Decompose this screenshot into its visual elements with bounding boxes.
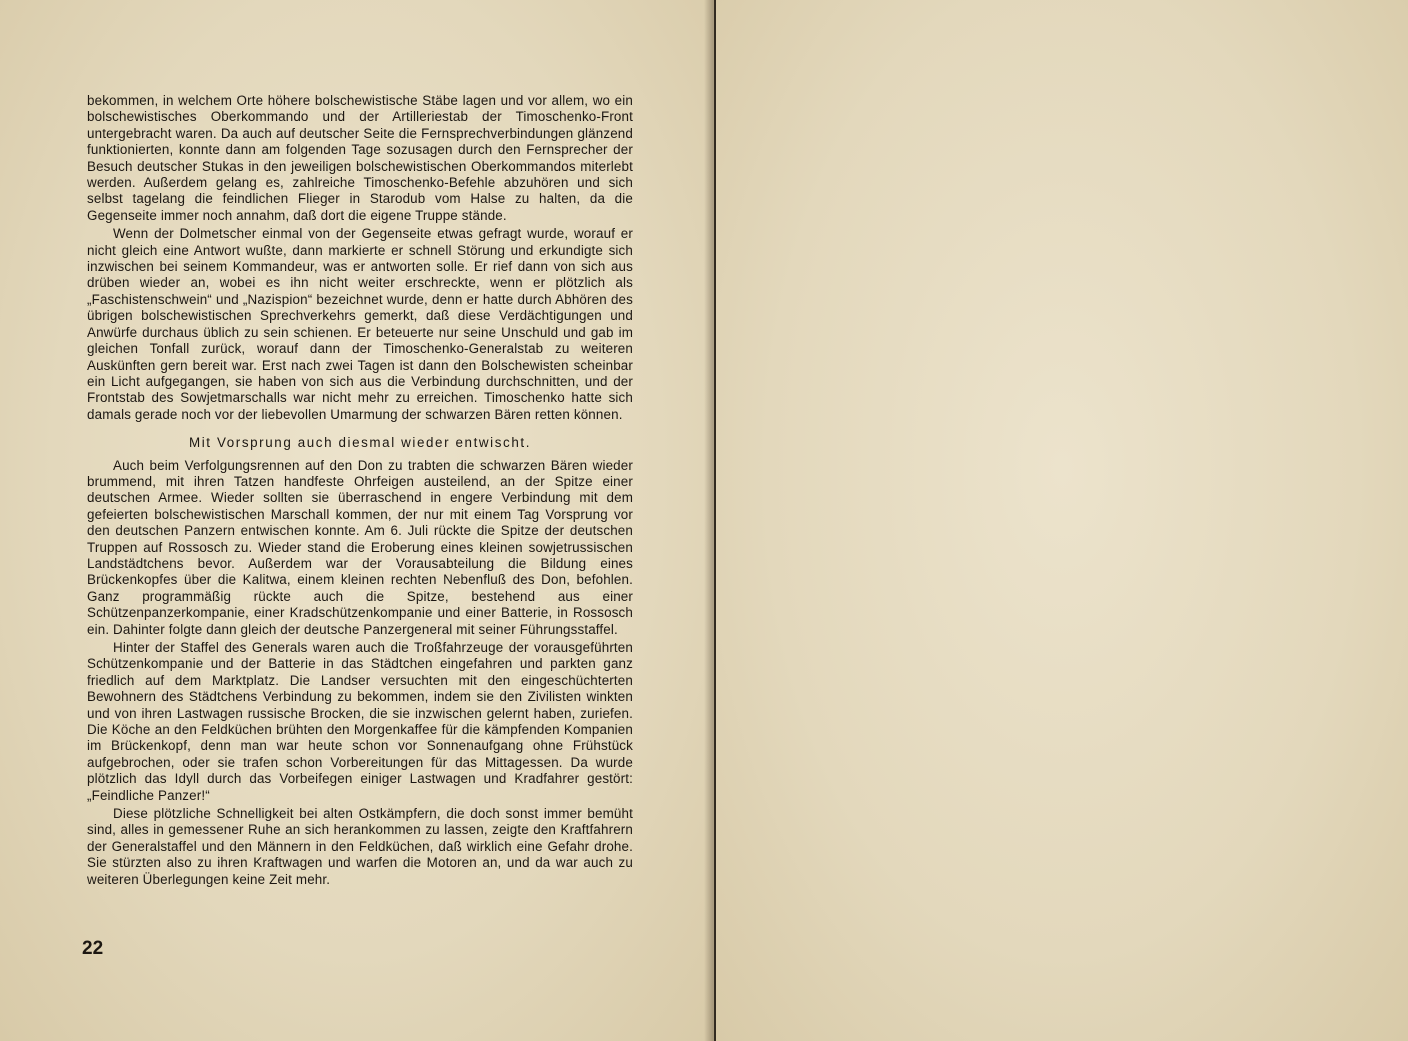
section-heading: Mit Vorsprung auch diesmal wieder entwischt. [188,435,532,451]
paragraph: Hinter der Staffel des Generals waren auch die Troßfahrzeuge der vorausgeführten Schützenkompanie und der Batterie in das Städtchen eingefahren und parkten ganz friedlich auf dem Marktplatz. Die Landser versuchten mit den eingeschüchterten Bewohnern des Städtchens Verbindung zu bekommen, indem sie den Zivilisten winkten und von ihren Lastwagen russische Brocken, die sie inzwischen gelernt haben, zuriefen. Die Köche an den Feldküchen brühten den Morgenkaffee für die kämpfenden Kompanien im Brückenkopf, denn man war heute schon vor Sonnenaufgang ohne Frühstück aufgebrochen, oder sie trafen schon Vorbereitungen für das Mittagessen. Da wurde plötzlich das Idyll durch das Vorbeifegen einiger Lastwagen und Kradfahrer gestört: „Feindliche Panzer!“ [87,640,633,803]
paragraph: Auch beim Verfolgungsrennen auf den Don zu trabten die schwarzen Bären wieder brummend, mit ihren Tatzen handfeste Ohrfeigen austeilend, an der Spitze einer deutschen Armee. Wieder sollten sie überraschend in engere Verbindung mit dem gefeierten bolschewistischen Marschall kommen, der nur mit einem Tag Vorsprung vor den deutschen Panzern entwischen konnte. Am 6. Juli rückte die Spitze der deutschen Truppen auf Rossosch zu. Wieder stand die Eroberung eines kleinen sowjetrussischen Landstädtchens bevor. Außerdem war der Vorausabteilung die Bildung eines Brückenkopfes über die Kalitwa, einem kleinen rechten Nebenfluß des Don, befohlen. Ganz programmäßig rückte auch die Spitze, bestehend aus einer Schützenpanzerkompanie, einer Kradschützenkompanie und einer Batterie, in Rossosch ein. Dahinter folgte dann gleich der deutsche Panzergeneral mit seiner Führungsstaffel. [87,457,633,637]
paragraph: Diese plötzliche Schnelligkeit bei alten Ostkämpfern, die doch sonst immer bemüht sind, alles in gemessener Ruhe an sich herankommen zu lassen, zeigte den Kraftfahrern der Generalstaffel und den Männern in den Feldküchen, daß wirklich eine Gefahr drohe. Sie stürzten also zu ihren Kraftwagen und warfen die Motoren an, und da war auch zu weiteren Überlegungen keine Zeit mehr. [87,806,633,887]
paragraph: bekommen, in welchem Orte höhere bolschewistische Stäbe lagen und vor allem, wo ein bolschewistisches Oberkommando und der Artilleriestab der Timoschenko-Front untergebracht waren. Da auch auf deutscher Seite die Fernsprechverbindungen glänzend funktionierten, konnte dann am folgenden Tage sozusagen durch den Fernsprecher der Besuch deutscher Stukas in den jeweiligen bolschewistischen Oberkommandos miterlebt werden. Außerdem gelang es, zahlreiche Timoschenko-Befehle abzuhören und sich selbst tagelang die feindlichen Flieger in Starodub vom Halse zu halten, da die Gegenseite immer noch annahm, daß dort die eigene Truppe stände. [87,93,633,223]
left-page-text [87,93,633,888]
paragraph: Wenn der Dolmetscher einmal von der Gegenseite etwas gefragt wurde, worauf er nicht gleich eine Antwort wußte, dann markierte er schnell Störung und erkundigte sich inzwischen bei seinem Kommandeur, was er antworten solle. Er rief dann von sich aus drüben wieder an, wobei es ihn nicht weiter erschreckte, wenn er plötzlich als „Faschistenschwein“ und „Nazispion“ bezeichnet wurde, denn er hatte durch Abhören des übrigen bolschewistischen Sprechverkehrs gemerkt, daß diese Verdächtigungen und Anwürfe durchaus üblich zu sein schienen. Er beteuerte nur seine Unschuld und gab im gleichen Tonfall zurück, worauf dann der Timoschenko-Generalstab zu weiteren Auskünften gern bereit war. Erst nach zwei Tagen ist dann den Bolschewisten scheinbar ein Licht aufgegangen, sie haben von sich aus die Verbindung durchschnitten, und der Frontstab des Sowjetmarschalls war nicht mehr zu erreichen. Timoschenko hatte sich damals gerade noch vor der liebevollen Umarmung der schwarzen Bären retten können. [87,226,633,422]
page-number-left: 22 [82,938,104,959]
right-page [716,0,1408,1041]
